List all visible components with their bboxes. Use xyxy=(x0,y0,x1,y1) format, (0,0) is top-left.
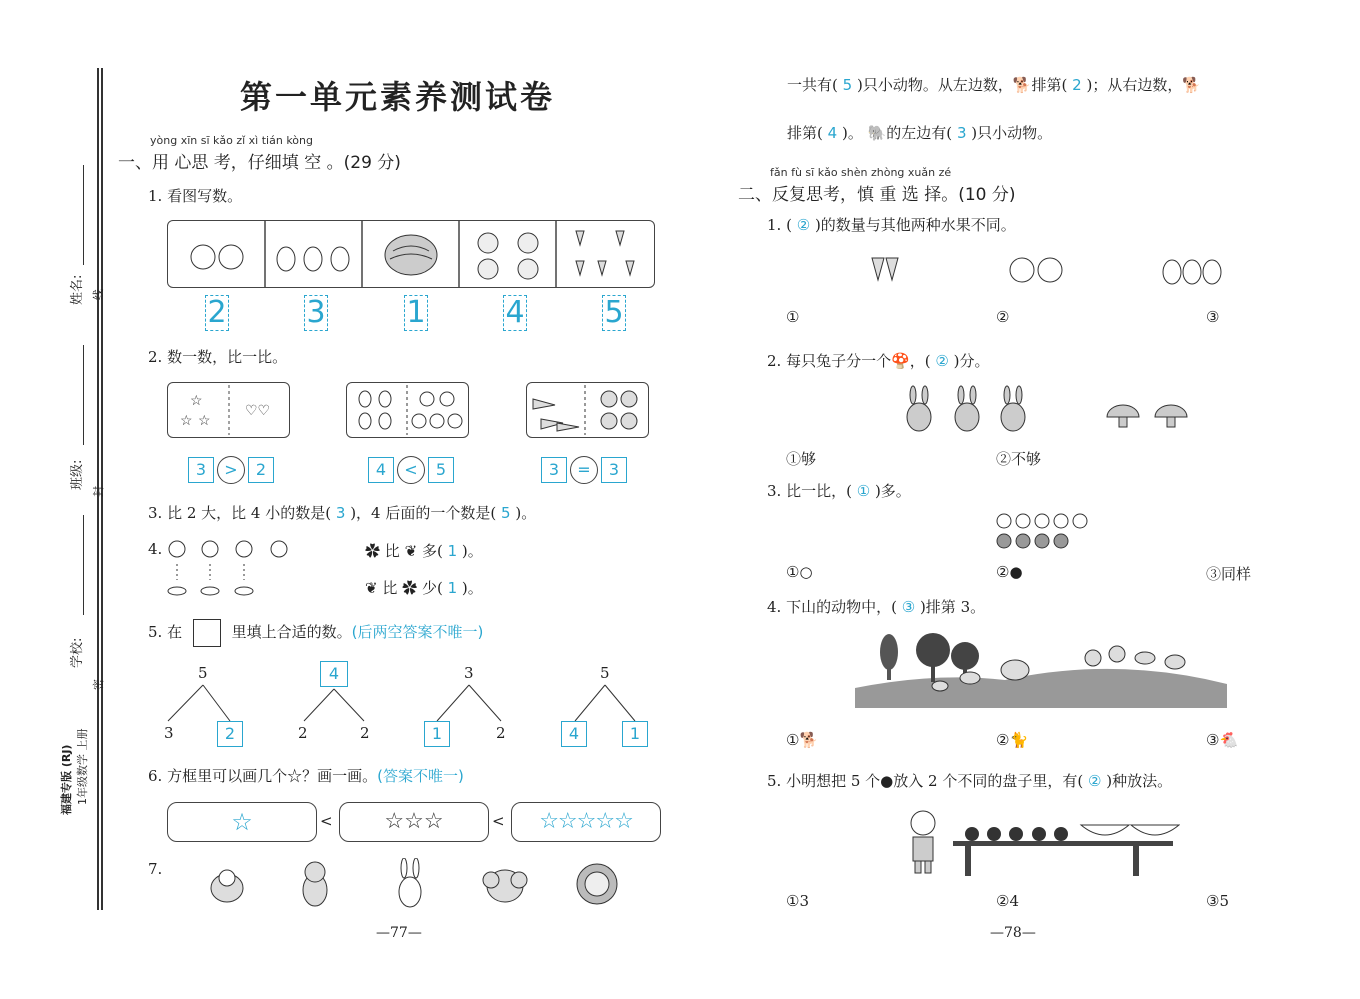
q2-g2-left: 4 xyxy=(368,457,394,483)
svg-text:☆: ☆ xyxy=(180,413,193,429)
mi-label: 密 xyxy=(92,679,105,690)
feng-label: 封 xyxy=(92,486,105,497)
q2-prompt: 2. 数一数，比一比。 xyxy=(148,348,288,366)
p3-option-3: ③同样 xyxy=(1206,565,1252,583)
school-underline xyxy=(83,515,84,615)
q4-line2: ❦ 比 ✿ 少( 1 )。 xyxy=(365,579,483,597)
sec1-pinyin: yòng xīn sī kǎo zǐ xì tián kòng xyxy=(150,134,313,147)
elephant-icon: 🐘 xyxy=(867,124,887,142)
q3-answer-1: 3 xyxy=(335,504,346,522)
strawberry-icon xyxy=(576,231,634,275)
page-title: 第一单元素养测试卷 xyxy=(240,78,556,116)
q2-g1-right: 2 xyxy=(248,457,274,483)
p2-rabbits-mushrooms xyxy=(895,385,1195,435)
dog-icon: 🐕 xyxy=(799,731,819,749)
p2-option-2: ②不够 xyxy=(996,450,1042,468)
page-number-left: —77— xyxy=(376,925,422,941)
p5-answer: ② xyxy=(1087,772,1102,790)
lion-icon xyxy=(577,864,617,904)
r-line1-answer: 5 xyxy=(842,76,853,94)
dog-icon xyxy=(932,681,948,691)
name-label: 姓名: xyxy=(70,274,85,305)
mushroom-icon xyxy=(1107,405,1139,427)
q5-t1-right: 2 xyxy=(217,721,243,747)
name-underline xyxy=(83,165,84,265)
sheep-icon xyxy=(211,870,243,902)
q6-lt-2: < xyxy=(492,812,505,830)
q6-box-3: ☆☆☆☆☆ xyxy=(511,802,661,842)
r-line1: 一共有( 5 )只小动物。从左边数，🐕排第( 2 )；从右边数，🐕 xyxy=(787,76,1202,94)
q5-t2-right: 2 xyxy=(360,724,370,742)
tree-icon xyxy=(916,633,950,682)
pear-icon xyxy=(1163,260,1221,284)
q2-g2-right: 5 xyxy=(428,457,454,483)
r-line1-answer-2: 2 xyxy=(1072,76,1082,94)
q1-answer-box-5: 5 xyxy=(602,295,626,331)
q1-answer-box-3: 1 xyxy=(404,295,428,331)
school-label: 学校: xyxy=(70,637,85,668)
p1-fruits xyxy=(860,250,1240,290)
rabbit-icon xyxy=(399,858,421,907)
pear-icon xyxy=(277,247,349,271)
q5-t1-left: 3 xyxy=(164,724,174,742)
p1-option-2: ② xyxy=(996,308,1010,326)
q5-t2-left: 2 xyxy=(298,724,308,742)
strawberry-icon xyxy=(872,258,898,280)
q1-picture-box xyxy=(167,220,655,288)
p4-hill-scene xyxy=(855,628,1227,710)
p5-option-3: ③5 xyxy=(1206,892,1229,910)
hen-icon xyxy=(1109,646,1125,662)
p1-line: 1. ( ② )的数量与其他两种水果不同。 xyxy=(767,216,1016,234)
q4-answer-1: 1 xyxy=(447,542,458,560)
q2-g3-op: = xyxy=(570,456,598,484)
q4-line1: ✿ 比 ❦ 多( 1 )。 xyxy=(365,542,483,560)
q6-line: 6. 方框里可以画几个☆？画一画。(答案不唯一) xyxy=(148,767,464,785)
q5-t4-right: 1 xyxy=(622,721,648,747)
tree-icon xyxy=(880,634,898,680)
p3-option-1: ①○ xyxy=(786,563,813,581)
p4-answer: ③ xyxy=(901,598,916,616)
p3-circles xyxy=(995,512,1095,552)
table-icon xyxy=(953,841,1173,876)
p5-option-1: ①3 xyxy=(786,892,809,910)
q3-answer-2: 5 xyxy=(501,504,511,522)
leaf-icon: ❦ xyxy=(365,579,378,597)
q7-animals xyxy=(205,858,625,914)
q2-g3-right: 3 xyxy=(601,457,627,483)
p1-option-3: ③ xyxy=(1206,308,1220,326)
class-label: 班级: xyxy=(70,459,85,490)
p2-answer: ② xyxy=(935,352,949,370)
q1-prompt: 1. 看图写数。 xyxy=(148,187,243,205)
horse-icon xyxy=(960,672,980,684)
svg-text:☆: ☆ xyxy=(190,393,203,409)
q7-label: 7. xyxy=(148,860,163,878)
peach-icon xyxy=(478,233,538,279)
apple-icon xyxy=(965,827,1068,841)
elephant-icon xyxy=(483,870,527,902)
p5-option-2: ②4 xyxy=(996,892,1019,910)
p1-answer: ② xyxy=(796,216,811,234)
rabbit-icon xyxy=(907,386,931,431)
q2-g1-op: > xyxy=(217,456,245,484)
p3-line: 3. 比一比，( ① )多。 xyxy=(767,482,911,500)
hen-icon: 🐔 xyxy=(1219,731,1239,749)
q5-t3-right: 2 xyxy=(496,724,506,742)
p4-option-3: ③🐔 xyxy=(1206,731,1239,749)
q4-flowers-leaves xyxy=(164,538,294,600)
leaf-icon: ❦ xyxy=(404,542,418,560)
p5-scene xyxy=(905,805,1180,877)
q5-t3-top: 3 xyxy=(464,664,474,682)
q1-answer-box-4: 4 xyxy=(503,295,527,331)
q5-t3-left: 1 xyxy=(424,721,450,747)
p2-option-1: ①够 xyxy=(786,450,817,468)
svg-text:☆: ☆ xyxy=(198,413,211,429)
watermelon-icon xyxy=(385,235,437,275)
q2-g2-op: < xyxy=(397,456,425,484)
q2-box-carrots-vegetables xyxy=(526,382,649,438)
p2-line: 2. 每只兔子分一个🍄，( ② )分。 xyxy=(767,352,990,370)
q6-note: (答案不唯一) xyxy=(377,767,464,785)
r-line2: 排第( 4 )。 🐘的左边有( 3 )只小动物。 xyxy=(787,124,1053,142)
sec1-title: 一、用 心思 考，仔细填 空 。(29 分) xyxy=(118,153,401,173)
sec2-title: 二、反复思考，慎 重 选 择。(10 分) xyxy=(738,185,1016,205)
cat-icon xyxy=(1085,650,1101,666)
p3-option-2: ②● xyxy=(996,563,1023,581)
q2-box-stars-hearts xyxy=(167,382,290,438)
p4-option-2: ②🐈 xyxy=(996,731,1029,749)
q6-lt-1: < xyxy=(320,812,333,830)
bird-icon xyxy=(1135,652,1155,664)
flower-icon: ✿ xyxy=(402,579,418,597)
q5-t1-top: 5 xyxy=(198,664,208,682)
q6-box-1: ☆ xyxy=(167,802,317,842)
q5-line: 5. 在 里填上合适的数。(后两空答案不唯一) xyxy=(148,619,483,647)
series-label: 福建专版 (RJ) xyxy=(60,744,73,815)
elephant-icon xyxy=(1001,660,1029,680)
rabbit-icon xyxy=(955,386,979,431)
q4-answer-2: 1 xyxy=(447,579,458,597)
svg-text:♡♡: ♡♡ xyxy=(245,403,271,419)
grade-label: 1年级数学 上册 xyxy=(76,728,89,805)
q5-t2-top: 4 xyxy=(320,661,348,687)
p3-answer: ① xyxy=(856,482,871,500)
blank-square-icon xyxy=(193,619,221,647)
dog-icon: 🐕 xyxy=(1012,76,1032,94)
q1-answer-box-1: 2 xyxy=(205,295,229,331)
page-number-right: —78— xyxy=(990,925,1036,941)
xian-label: 线 xyxy=(92,289,105,300)
p4-line: 4. 下山的动物中，( ③ )排第 3。 xyxy=(767,598,986,616)
class-underline xyxy=(83,345,84,445)
rabbit-icon xyxy=(1001,386,1025,431)
apple-icon xyxy=(1010,258,1062,282)
boy-icon xyxy=(911,811,935,873)
cat-icon: 🐈 xyxy=(1009,731,1029,749)
apple-icon: ● xyxy=(880,772,894,790)
mushroom-icon: 🍄 xyxy=(891,352,910,370)
q2-g3-left: 3 xyxy=(541,457,567,483)
q6-box-2: ☆☆☆ xyxy=(339,802,489,842)
r-line2-answer-2: 3 xyxy=(956,124,967,142)
r-line2-answer: 4 xyxy=(827,124,838,142)
p1-option-1: ① xyxy=(786,308,800,326)
q2-g1-left: 3 xyxy=(188,457,214,483)
mushroom-icon xyxy=(1155,405,1187,427)
q5-t4-left: 4 xyxy=(561,721,587,747)
q5-note: (后两空答案不唯一) xyxy=(351,623,484,641)
apple-icon xyxy=(191,245,243,269)
sec2-pinyin: fǎn fù sī kǎo shèn zhòng xuǎn zé xyxy=(770,166,952,179)
q3-line: 3. 比 2 大，比 4 小的数是( 3 )，4 后面的一个数是( 5 )。 xyxy=(148,504,537,522)
q4-label: 4. xyxy=(148,540,163,558)
goose-icon xyxy=(1165,655,1185,669)
q2-box-pears-apples xyxy=(346,382,469,438)
dog-icon xyxy=(303,862,327,906)
q5-t4-top: 5 xyxy=(600,664,610,682)
dog-icon: 🐕 xyxy=(1182,76,1202,94)
plate-icon xyxy=(1081,825,1179,835)
flower-icon: ✿ xyxy=(365,542,381,560)
p4-option-1: ①🐕 xyxy=(786,731,819,749)
p5-line: 5. 小明想把 5 个●放入 2 个不同的盘子里，有( ② )种放法。 xyxy=(767,772,1173,790)
q1-answer-box-2: 3 xyxy=(304,295,328,331)
